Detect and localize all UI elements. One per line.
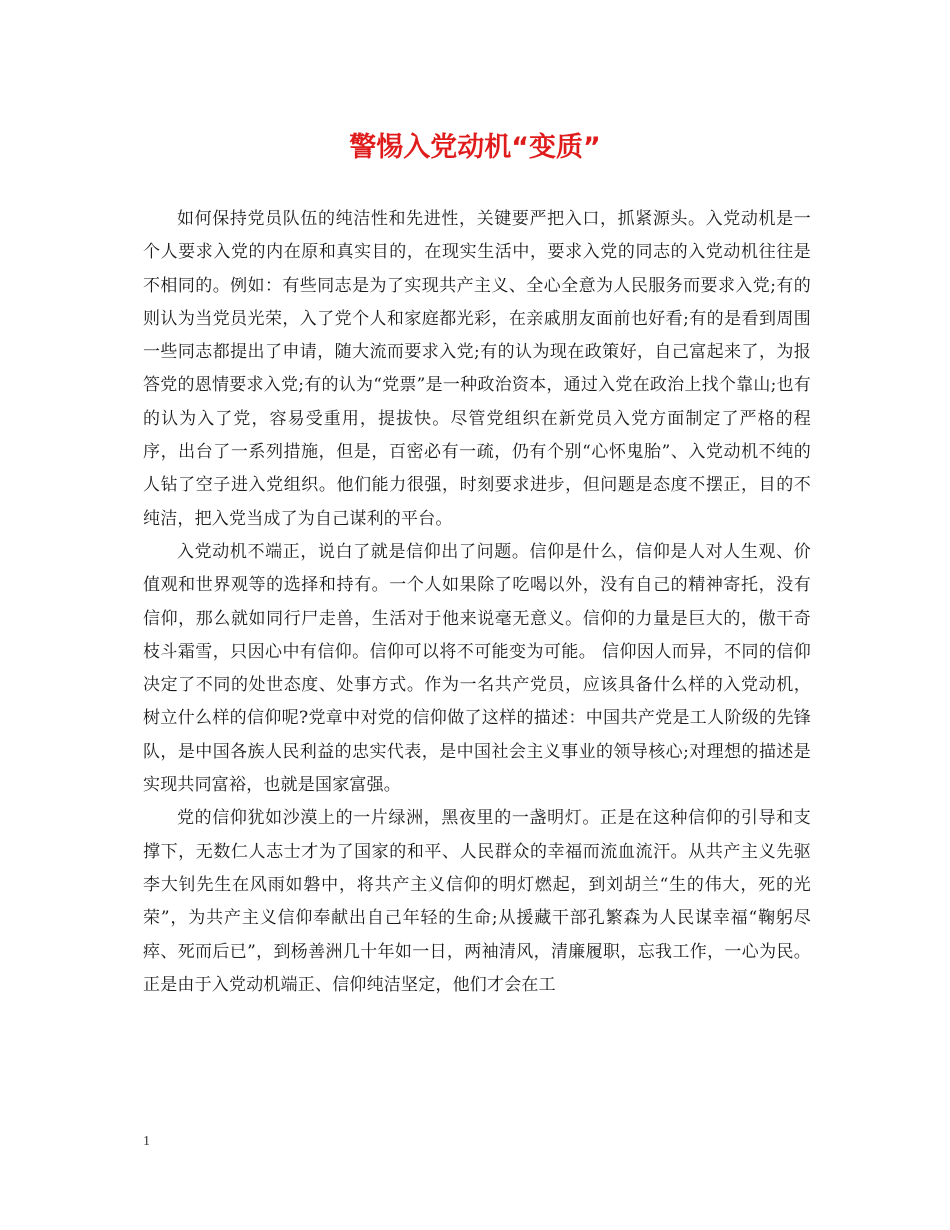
- document-title: 警惕入党动机“变质”: [349, 132, 601, 163]
- paragraph-2: 入党动机不端正，说白了就是信仰出了问题。信仰是什么，信仰是人对人生观、价值观和世界观等的选择和持有。一个人如果除了吃喝以外，没有自己的精神寄托，没有信仰，那么就如同行尸走兽，生活对于他来说毫无意义。信仰的力量是巨大的，傲干奇枝斗霜雪，只因心中有信仰。信仰可以将不可能变为可能。 信仰因人而异，不同的信仰决定了不同的处世态度、处事方式。作为一名共产党员，应该具备什么样的入党动机，树立什么样的信仰呢?党章中对党的信仰做了这样的描述：中国共产党是工人阶级的先锋队，是中国各族人民利益的忠实代表，是中国社会主义事业的领导核心;对理想的描述是实现共同富裕，也就是国家富强。: [143, 541, 811, 796]
- paragraph-1: 如何保持党员队伍的纯洁性和先进性，关键要严把入口，抓紧源头。入党动机是一个人要求入党的内在原和真实目的，在现实生活中，要求入党的同志的入党动机往往是不相同的。例如：有些同志是为了实现共产主义、全心全意为人民服务而要求入党;有的则认为当党员光荣，入了党个人和家庭都光彩，在亲戚朋友面前也好看;有的是看到周围一些同志都提出了申请，随大流而要求入党;有的认为现在政策好，自己富起来了，为报答党的恩情要求入党;有的认为“党票”是一种政治资本，通过入党在政治上找个靠山;也有的认为入了党，容易受重用，提拔快。尽管党组织在新党员入党方面制定了严格的程序，出台了一系列措施，但是，百密必有一疏，仍有个别“心怀鬼胎”、入党动机不纯的人钻了空子进入党组织。他们能力很强，时刻要求进步，但问题是态度不摆正，目的不纯洁，把入党当成了为自己谋利的平台。: [143, 209, 811, 529]
- paragraph-3: 党的信仰犹如沙漠上的一片绿洲，黑夜里的一盏明灯。正是在这种信仰的引导和支撑下，无数仁人志士才为了国家的和平、人民群众的幸福而流血流汗。从共产主义先驱李大钊先生在风雨如磐中，将共产主义信仰的明灯燃起，到刘胡兰“生的伟大，死的光荣”，为共产主义信仰奉献出自己年轻的生命;从援藏干部孔繁森为人民谋幸福“鞠躬尽瘁、死而后已”，到杨善洲几十年如一日，两袖清风，清廉履职，忘我工作，一心为民。正是由于入党动机端正、信仰纯洁坚定，他们才会在工: [143, 808, 811, 995]
- page-number: 1: [143, 1134, 150, 1149]
- document-body: [143, 203, 811, 1002]
